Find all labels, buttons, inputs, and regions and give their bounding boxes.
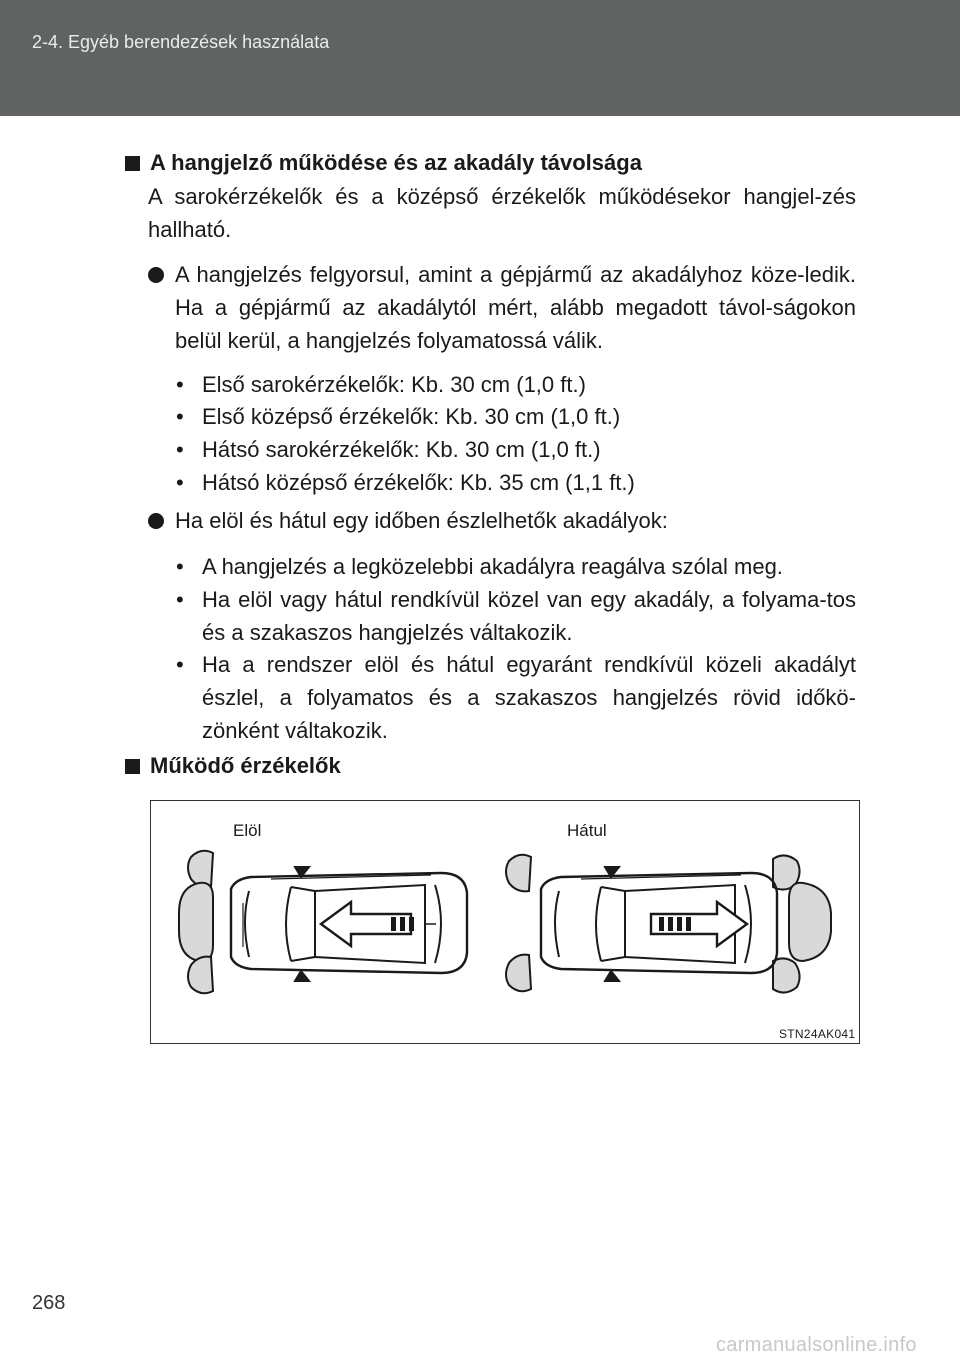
list-item: • Ha a rendszer elöl és hátul egyaránt rendkívül közeli akadályt észlel, a folyamatos és a szakaszos hangjelzés rövid időkö-zönként váltakozik.	[176, 652, 856, 743]
point-2-text: Ha elöl és hátul egy időben észlelhetők akadályok:	[175, 508, 668, 533]
car-illustration	[151, 801, 858, 1042]
list-item: • Hátsó sarokérzékelők: Kb. 30 cm (1,0 ft.)	[176, 437, 601, 462]
rear-car-diagram	[506, 855, 831, 993]
point-1	[148, 258, 856, 357]
section-heading-sound: A hangjelző működése és az akadály távolsága	[124, 150, 642, 176]
front-car-diagram	[179, 851, 467, 994]
section-intro: A sarokérzékelők és a középső érzékelők működésekor hangjel-zés hallható.	[148, 184, 856, 242]
list-item: • Ha elöl vagy hátul rendkívül közel van egy akadály, a folyama-tos és a szakaszos hangjelzés váltakozik.	[176, 587, 856, 645]
sensor-figure	[150, 800, 860, 1044]
point-1-text: A hangjelzés felgyorsul, amint a gépjármű az akadályhoz köze-ledik. Ha a gépjármű az akadálytól mért, alább megadott távol-ságokon belül kerül, a hangjelzés folyamatossá válik.	[175, 262, 856, 353]
circle-bullet-icon	[148, 513, 164, 529]
watermark: carmanualsonline.info	[716, 1334, 917, 1356]
header-title: 2-4. Egyéb berendezések használata	[32, 32, 330, 52]
list-item: • A hangjelzés a legközelebbi akadályra reagálva szólal meg.	[176, 554, 783, 579]
square-bullet-icon	[125, 156, 140, 171]
list-item: • Hátsó középső érzékelők: Kb. 35 cm (1,1 ft.)	[176, 470, 635, 495]
figure-code: STN24AK041	[779, 1027, 856, 1041]
list-item: • Első középső érzékelők: Kb. 30 cm (1,0 ft.)	[176, 404, 621, 429]
section-heading-sensors: Működő érzékelők	[124, 753, 341, 779]
square-bullet-icon	[125, 759, 140, 774]
list-item: • Első sarokérzékelők: Kb. 30 cm (1,0 ft.)	[176, 372, 586, 397]
figure-label-front: Elöl	[233, 821, 262, 840]
figure-label-rear: Hátul	[567, 821, 607, 840]
page-header	[0, 0, 960, 116]
circle-bullet-icon	[148, 267, 164, 283]
point-2	[148, 504, 856, 537]
page-number: 268	[32, 1292, 66, 1314]
